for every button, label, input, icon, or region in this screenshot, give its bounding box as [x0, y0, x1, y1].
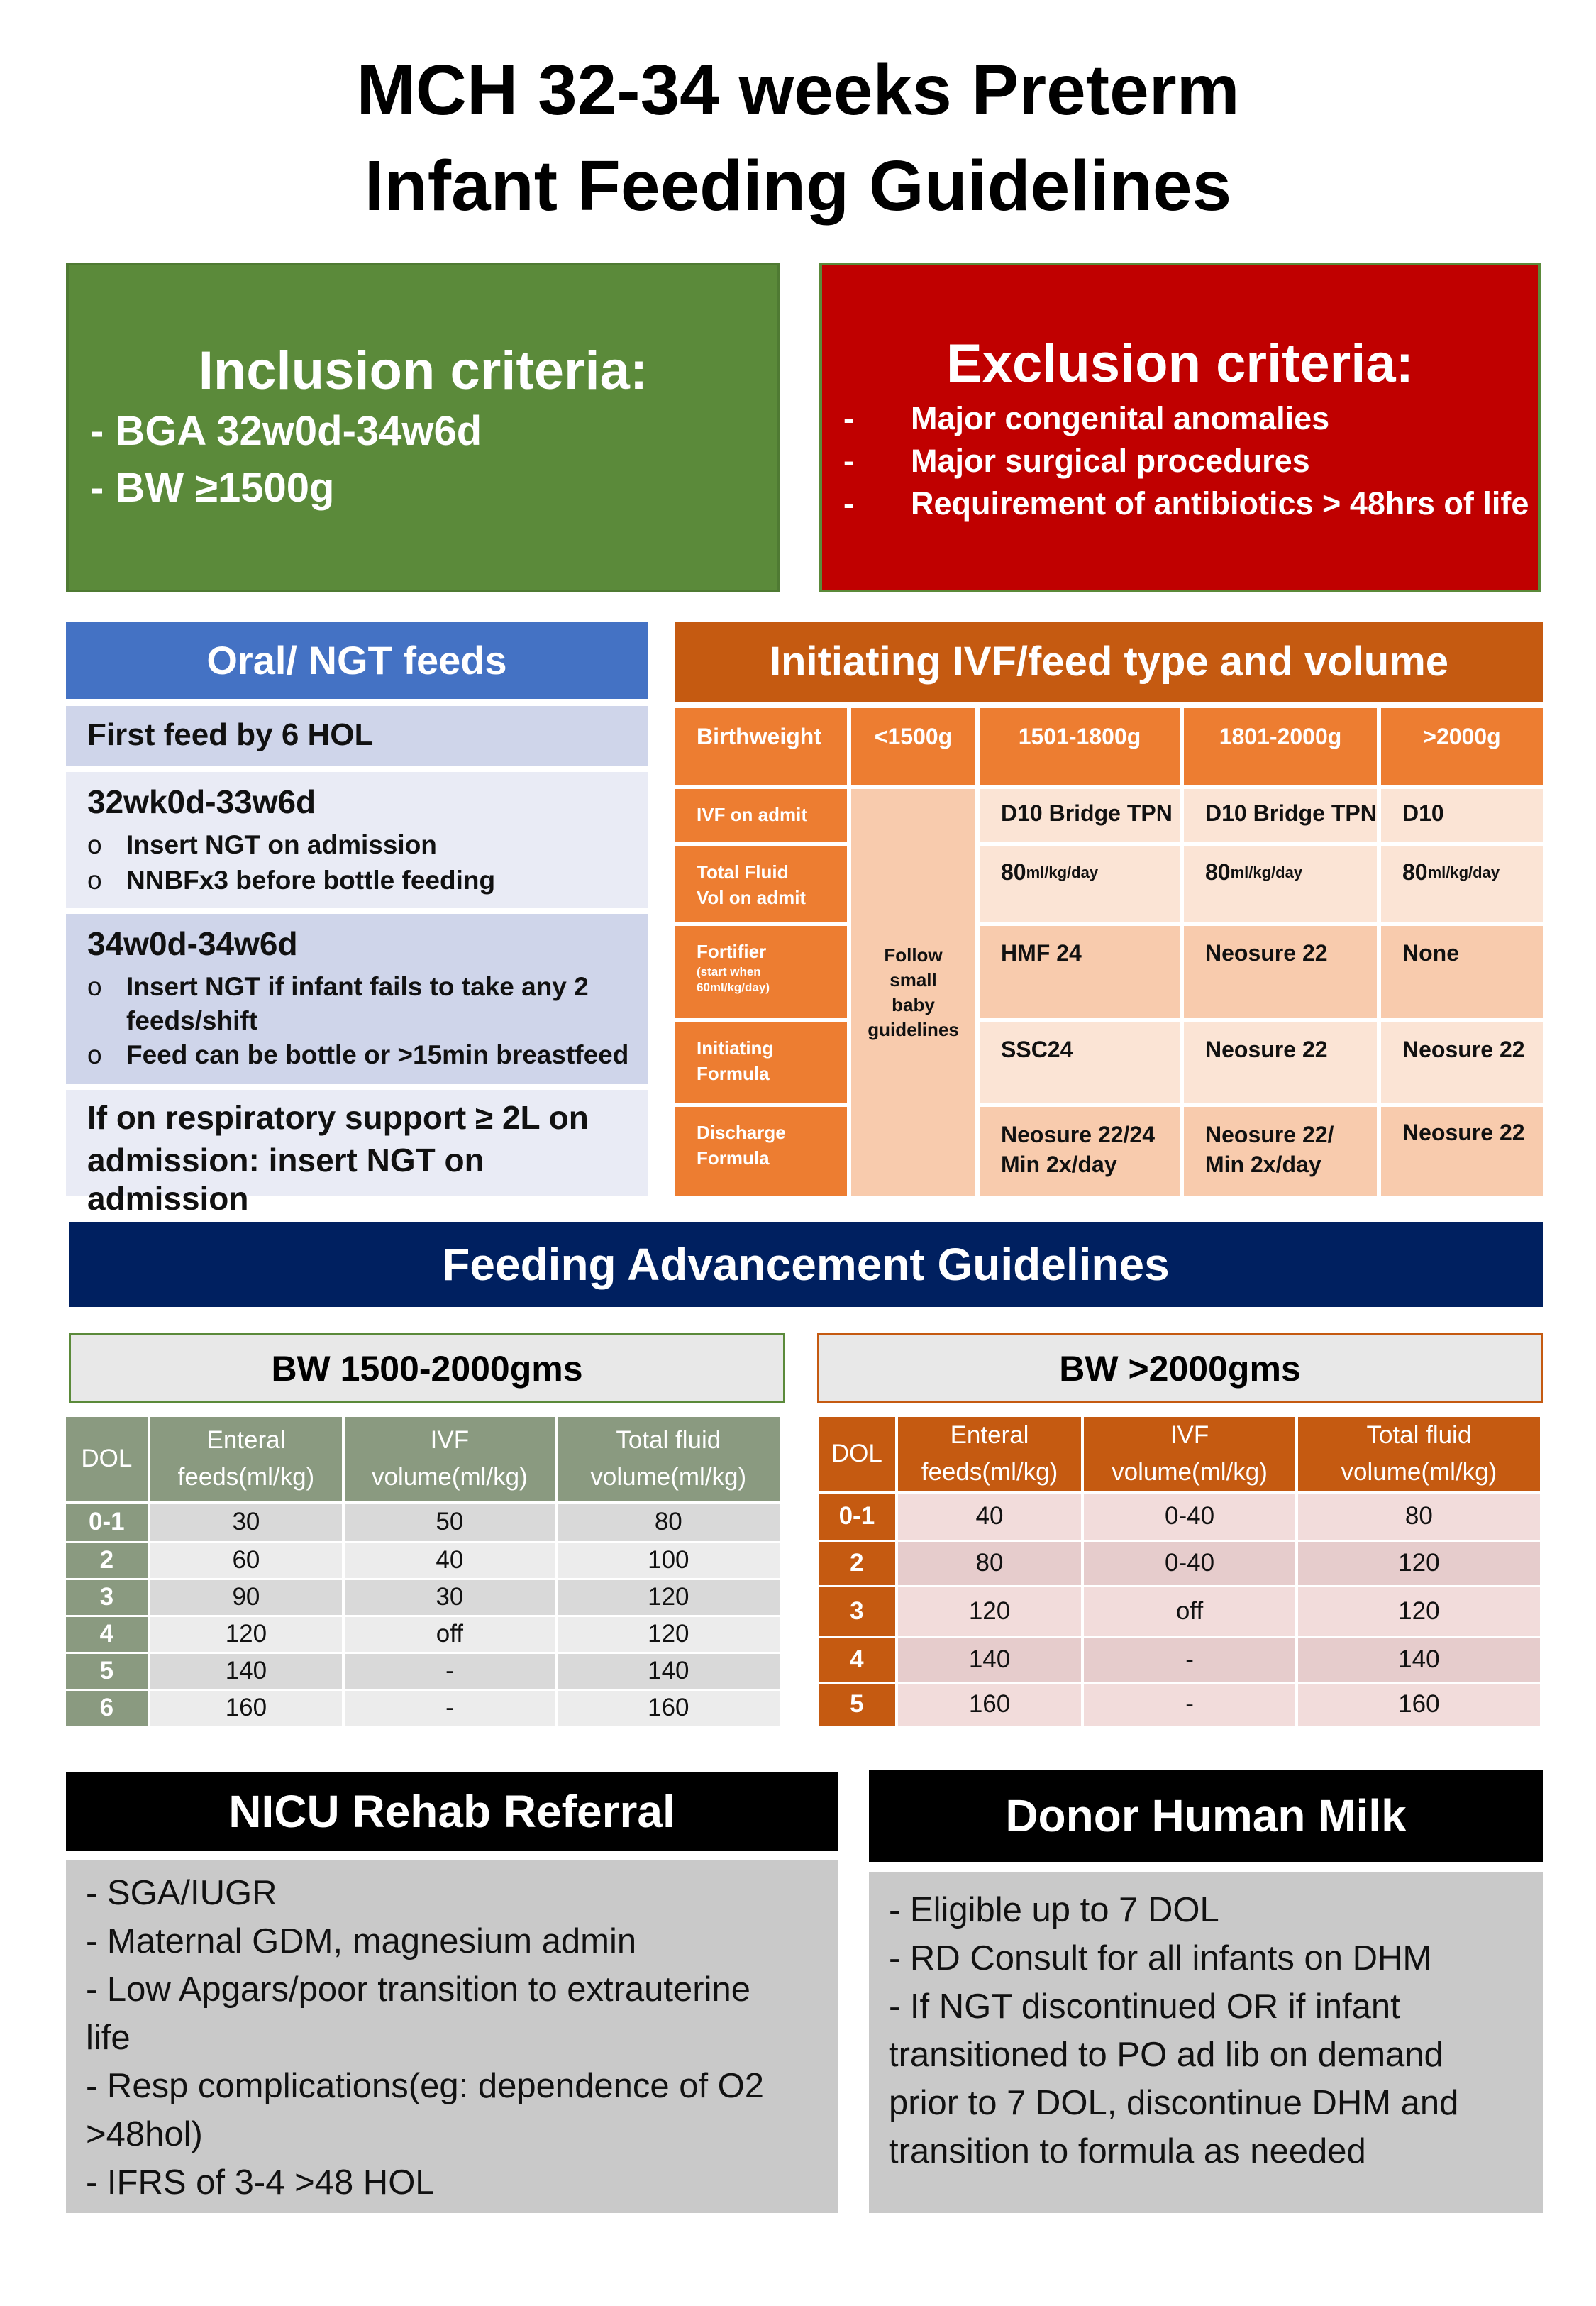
- table-cell: 120: [556, 1616, 781, 1653]
- table-cell: -: [343, 1653, 555, 1689]
- ivf-cell: Neosure 22: [1381, 1107, 1543, 1196]
- col-header: Enteral feeds(ml/kg): [897, 1417, 1083, 1492]
- group-34wk-title: 34w0d-34w6d: [87, 925, 298, 962]
- group-34wk-box: [66, 914, 648, 1084]
- circle-bullet-icon: o: [87, 972, 102, 1001]
- table-cell: 120: [897, 1586, 1083, 1637]
- ivf-col-header: 1801-2000g: [1184, 708, 1377, 785]
- ivf-cell: 80 ml/kg/day: [980, 846, 1180, 922]
- dol-cell: 0-1: [819, 1492, 897, 1540]
- title-line-1: MCH 32-34 weeks Preterm: [356, 50, 1240, 130]
- donor-line: transition to formula as needed: [889, 2132, 1366, 2170]
- follow-small-baby-cell: Follow small baby guidelines: [851, 789, 975, 1196]
- table-cell: 80: [897, 1540, 1083, 1586]
- feeding-advancement-heading: Feeding Advancement Guidelines: [69, 1222, 1543, 1307]
- table-cell: -: [343, 1689, 555, 1726]
- rehab-line: - Maternal GDM, magnesium admin: [86, 1922, 637, 1960]
- table-cell: 100: [556, 1542, 781, 1579]
- col-header: IVF volume(ml/kg): [1082, 1417, 1296, 1492]
- rehab-line: life: [86, 2019, 131, 2057]
- table-cell: 80: [1297, 1492, 1541, 1540]
- table-cell: 90: [149, 1579, 343, 1616]
- ivf-cell: D10: [1381, 789, 1543, 842]
- ivf-cell: Neosure 22/ Min 2x/day: [1184, 1107, 1377, 1196]
- donor-line: prior to 7 DOL, discontinue DHM and: [889, 2084, 1459, 2122]
- ivf-cell: Neosure 22: [1381, 1022, 1543, 1103]
- resp-line-2: admission: insert NGT on admission: [87, 1142, 484, 1217]
- dol-cell: 3: [66, 1579, 149, 1616]
- first-feed-box: [66, 706, 648, 766]
- group-34wk-bullet: o Feed can be bottle or >15min breastfeed: [87, 1040, 629, 1069]
- dol-cell: 4: [819, 1637, 897, 1682]
- table-row: [66, 1502, 781, 1542]
- nicu-rehab-heading: NICU Rehab Referral: [66, 1772, 838, 1851]
- ivf-cell: HMF 24: [980, 926, 1180, 1018]
- table-cell: 140: [897, 1637, 1083, 1682]
- ivf-cell: D10 Bridge TPN: [1184, 789, 1377, 842]
- table-cell: 120: [1297, 1540, 1541, 1586]
- table-row: [819, 1492, 1541, 1540]
- dol-cell: 5: [819, 1682, 897, 1726]
- group-32wk-title: 32wk0d-33w6d: [87, 783, 316, 820]
- dol-cell: 5: [66, 1653, 149, 1689]
- table-cell: 0-40: [1082, 1540, 1296, 1586]
- group-34wk-bullet-cont: feeds/shift: [126, 1006, 258, 1035]
- nicu-rehab-box: [66, 1860, 838, 2213]
- ivf-cell: Neosure 22: [1184, 1022, 1377, 1103]
- group-32wk-bullet: o NNBFx3 before bottle feeding: [87, 866, 496, 895]
- table-cell: 80: [556, 1502, 781, 1542]
- table-cell: 30: [149, 1502, 343, 1542]
- bw-1500-2000-heading: BW 1500-2000gms: [69, 1333, 785, 1403]
- page-title: [0, 43, 1596, 234]
- table-cell: off: [1082, 1586, 1296, 1637]
- ivf-col-header: >2000g: [1381, 708, 1543, 785]
- table-cell: -: [1082, 1682, 1296, 1726]
- feeding-table-right: [819, 1417, 1543, 1728]
- donor-line: - Eligible up to 7 DOL: [889, 1891, 1219, 1929]
- table-cell: 140: [1297, 1637, 1541, 1682]
- table-cell: 120: [556, 1579, 781, 1616]
- inclusion-criteria-box: [66, 263, 780, 592]
- table-row: [66, 1579, 781, 1616]
- table-row: [819, 1540, 1541, 1586]
- circle-bullet-icon: o: [87, 1040, 102, 1069]
- ivf-row-label: Total Fluid Vol on admit: [675, 846, 847, 922]
- table-row: [66, 1689, 781, 1726]
- resp-line-1: If on respiratory support ≥ 2L on: [87, 1099, 589, 1136]
- table-cell: 60: [149, 1542, 343, 1579]
- col-header: IVF volume(ml/kg): [343, 1417, 555, 1502]
- ivf-row-label: Discharge Formula: [675, 1107, 847, 1196]
- title-line-2: Infant Feeding Guidelines: [364, 146, 1232, 226]
- exclusion-item: - Major surgical procedures: [843, 443, 1310, 479]
- table-cell: 140: [556, 1653, 781, 1689]
- circle-bullet-icon: o: [87, 866, 102, 895]
- table-cell: 120: [149, 1616, 343, 1653]
- table-cell: 50: [343, 1502, 555, 1542]
- ivf-cell: Neosure 22: [1184, 926, 1377, 1018]
- col-header: DOL: [66, 1417, 149, 1502]
- col-header: Enteral feeds(ml/kg): [149, 1417, 343, 1502]
- exclusion-criteria-box: [819, 263, 1541, 592]
- table-row: [819, 1586, 1541, 1637]
- rehab-line: - Resp complications(eg: dependence of O2: [86, 2067, 765, 2105]
- table-cell: 30: [343, 1579, 555, 1616]
- donor-line: - RD Consult for all infants on DHM: [889, 1939, 1432, 1977]
- table-cell: 40: [343, 1542, 555, 1579]
- ivf-cell: 80 ml/kg/day: [1184, 846, 1377, 922]
- dol-cell: 4: [66, 1616, 149, 1653]
- donor-milk-box: [869, 1872, 1543, 2213]
- donor-line: - If NGT discontinued OR if infant: [889, 1987, 1400, 2026]
- group-32wk-bullet: o Insert NGT on admission: [87, 830, 437, 859]
- table-cell: 160: [1297, 1682, 1541, 1726]
- inclusion-heading: Inclusion criteria:: [198, 341, 648, 401]
- group-34wk-bullet: o Insert NGT if infant fails to take any 2: [87, 972, 589, 1001]
- dol-cell: 0-1: [66, 1502, 149, 1542]
- dol-cell: 2: [66, 1542, 149, 1579]
- table-row: [66, 1542, 781, 1579]
- dash-bullet: -: [843, 443, 854, 479]
- dol-cell: 6: [66, 1689, 149, 1726]
- exclusion-heading: Exclusion criteria:: [946, 333, 1414, 394]
- table-row: [66, 1653, 781, 1689]
- inclusion-item: - BW ≥1500g: [90, 465, 335, 511]
- inclusion-item: - BGA 32w0d-34w6d: [90, 408, 482, 454]
- table-cell: 40: [897, 1492, 1083, 1540]
- table-row: [819, 1682, 1541, 1726]
- dol-cell: 2: [819, 1540, 897, 1586]
- dol-cell: 3: [819, 1586, 897, 1637]
- ivf-row-label: IVF on admit: [675, 789, 847, 842]
- respiratory-support-box: [66, 1090, 648, 1217]
- ivf-col-header: Birthweight: [675, 708, 847, 785]
- col-header: Total fluid volume(ml/kg): [556, 1417, 781, 1502]
- rehab-line: - IFRS of 3-4 >48 HOL: [86, 2163, 435, 2202]
- table-row: [66, 1616, 781, 1653]
- rehab-line: - SGA/IUGR: [86, 1874, 277, 1912]
- group-32wk-box: [66, 772, 648, 908]
- donor-milk-heading: Donor Human Milk: [869, 1770, 1543, 1862]
- ivf-heading: Initiating IVF/feed type and volume: [675, 622, 1543, 702]
- exclusion-item: - Requirement of antibiotics > 48hrs of life: [843, 485, 1529, 522]
- ivf-cell: 80 ml/kg/day: [1381, 846, 1543, 922]
- table-cell: 120: [1297, 1586, 1541, 1637]
- exclusion-item: - Major congenital anomalies: [843, 400, 1330, 436]
- oral-ngt-heading: Oral/ NGT feeds: [66, 622, 648, 699]
- ivf-cell: None: [1381, 926, 1543, 1018]
- table-cell: -: [1082, 1637, 1296, 1682]
- dash-bullet: -: [843, 485, 854, 522]
- ivf-cell: Neosure 22/24 Min 2x/day: [980, 1107, 1180, 1196]
- table-cell: 160: [149, 1689, 343, 1726]
- ivf-row-label: Fortifier (start when 60ml/kg/day): [675, 926, 847, 1018]
- ivf-col-header: 1501-1800g: [980, 708, 1180, 785]
- ivf-row-label: Initiating Formula: [675, 1022, 847, 1103]
- circle-bullet-icon: o: [87, 830, 102, 859]
- ivf-cell: SSC24: [980, 1022, 1180, 1103]
- rehab-line: - Low Apgars/poor transition to extrauterine: [86, 1970, 750, 2009]
- ivf-col-header: <1500g: [851, 708, 975, 785]
- table-cell: 0-40: [1082, 1492, 1296, 1540]
- col-header: Total fluid volume(ml/kg): [1297, 1417, 1541, 1492]
- table-row: [819, 1637, 1541, 1682]
- feeding-table-left: [66, 1417, 782, 1728]
- donor-line: transitioned to PO ad lib on demand: [889, 2036, 1443, 2074]
- table-cell: 160: [897, 1682, 1083, 1726]
- bw-over-2000-heading: BW >2000gms: [817, 1333, 1543, 1403]
- rehab-line: >48hol): [86, 2115, 203, 2153]
- col-header: DOL: [819, 1417, 897, 1492]
- first-feed-text: First feed by 6 HOL: [87, 717, 374, 752]
- table-cell: off: [343, 1616, 555, 1653]
- table-cell: 160: [556, 1689, 781, 1726]
- table-cell: 140: [149, 1653, 343, 1689]
- ivf-cell: D10 Bridge TPN: [980, 789, 1180, 842]
- dash-bullet: -: [843, 400, 854, 436]
